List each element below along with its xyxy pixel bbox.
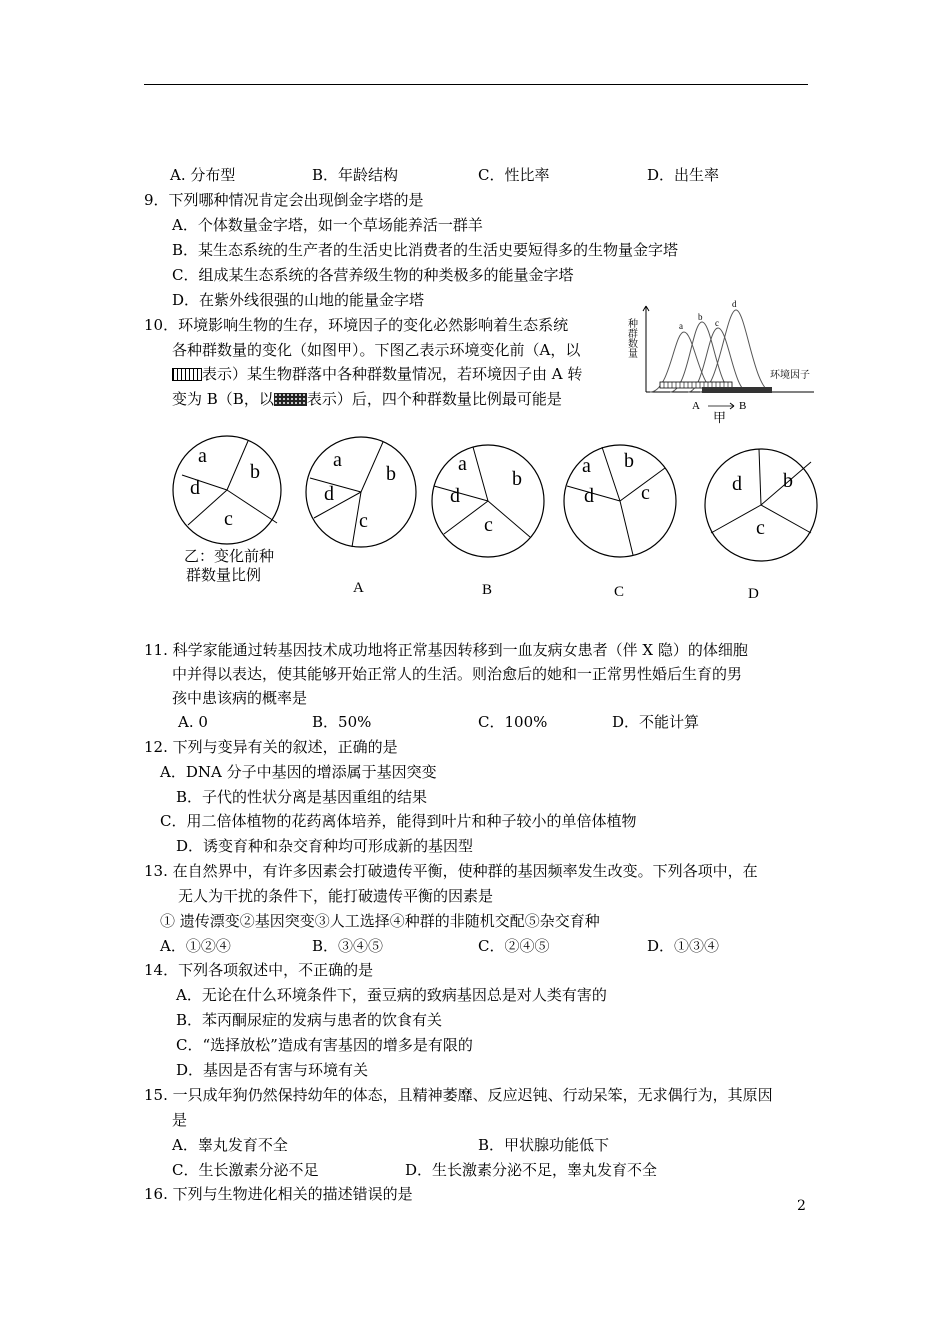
pie-C-label-c: c bbox=[641, 482, 650, 504]
page-number: 2 bbox=[797, 1198, 806, 1214]
q12-option-a: A．DNA 分子中基因的增添属于基因突变 bbox=[160, 763, 437, 781]
q11-option-d: D．不能计算 bbox=[612, 713, 700, 731]
q13-line3: ① 遗传漂变②基因突变③人工选择④种群的非随机交配⑤杂交育种 bbox=[160, 912, 600, 930]
pie-A bbox=[306, 437, 416, 547]
curve-label-b: b bbox=[698, 312, 703, 322]
pie-row bbox=[160, 430, 840, 605]
pie-D-label-c: c bbox=[756, 517, 765, 539]
q12-option-b: B．子代的性状分离是基因重组的结果 bbox=[176, 788, 428, 806]
pie-yi-label-b: b bbox=[250, 461, 260, 483]
q14-stem: 14．下列各项叙述中，不正确的是 bbox=[144, 961, 374, 979]
q13-option-c: C．②④⑤ bbox=[478, 937, 550, 955]
q13-option-b: B．③④⑤ bbox=[312, 937, 384, 955]
q16-stem: 16. 下列与生物进化相关的描述错误的是 bbox=[144, 1185, 413, 1203]
q15-option-d: D．生长激素分泌不足，睾丸发育不全 bbox=[405, 1161, 658, 1179]
q14-option-d: D．基因是否有害与环境有关 bbox=[176, 1061, 369, 1079]
pie-B bbox=[432, 445, 544, 557]
q8-option-b: B．年龄结构 bbox=[312, 166, 399, 184]
q12-stem: 12. 下列与变异有关的叙述，正确的是 bbox=[144, 738, 398, 756]
q10-line1: 10．环境影响生物的生存，环境因子的变化必然影响着生态系统 bbox=[144, 316, 569, 334]
pie-yi-caption1: 乙：变化前种 bbox=[184, 549, 275, 565]
q15-option-a: A．睾丸发育不全 bbox=[172, 1136, 288, 1154]
marker-b: B bbox=[739, 400, 747, 412]
pie-yi bbox=[173, 436, 281, 544]
header-rule bbox=[144, 84, 808, 85]
pie-C-label-d: d bbox=[584, 485, 594, 507]
q15-line1: 15. 一只成年狗仍然保持幼年的体态，且精神萎靡、反应迟钝、行动呆笨，无求偶行为，其原因 bbox=[144, 1086, 773, 1104]
pie-B-label-d: d bbox=[450, 485, 460, 507]
pie-D-caption: D bbox=[748, 586, 759, 602]
figure-jia-caption: 甲 bbox=[713, 410, 727, 425]
q13-line1: 13. 在自然界中，有许多因素会打破遗传平衡，使种群的基因频率发生改变。下列各项中，在 bbox=[144, 862, 758, 880]
pie-A-label-c: c bbox=[359, 510, 368, 532]
ylabel-text: 种群数量 bbox=[625, 318, 637, 358]
pie-C-label-b: b bbox=[624, 450, 634, 472]
dotted-bar-icon bbox=[274, 393, 307, 406]
q11-line2: 中并得以表达，使其能够开始正常人的生活。则治愈后的她和一正常男性婚后生育的男 bbox=[172, 665, 743, 683]
q12-option-c: C．用二倍体植物的花药离体培养，能得到叶片和种子较小的单倍体植物 bbox=[160, 812, 637, 830]
marker-a: A bbox=[692, 400, 700, 412]
pie-A-label-b: b bbox=[386, 463, 396, 485]
q10-line2: 各种群数量的变化（如图甲）。下图乙表示环境变化前（A，以 bbox=[172, 341, 581, 359]
q9-option-d: D．在紫外线很强的山地的能量金字塔 bbox=[172, 291, 425, 309]
q11-option-a: A. 0 bbox=[178, 713, 208, 731]
pie-B-label-c: c bbox=[484, 514, 493, 536]
figure-jia-ylabel bbox=[626, 317, 638, 358]
curve-b bbox=[670, 322, 734, 392]
pie-C-caption: C bbox=[614, 584, 625, 600]
range-b-bar bbox=[702, 387, 772, 393]
q10-line4 bbox=[172, 389, 562, 409]
pie-A-caption: A bbox=[353, 580, 364, 596]
q13-option-d: D．①③④ bbox=[647, 937, 720, 955]
q14-option-b: B．苯丙酮尿症的发病与患者的饮食有关 bbox=[176, 1011, 443, 1029]
pie-C bbox=[564, 445, 676, 557]
q12-option-d: D．诱变育种和杂交育种均可形成新的基因型 bbox=[176, 837, 474, 855]
curve-label-c: c bbox=[715, 318, 719, 328]
pie-yi-label-c: c bbox=[224, 508, 233, 530]
q11-line1: 11. 科学家能通过转基因技术成功地将正常基因转移到一血友病女患者（伴 X 隐）的体细胞 bbox=[144, 641, 748, 659]
pie-yi-label-a: a bbox=[198, 445, 207, 467]
pie-A-label-d: d bbox=[324, 483, 334, 505]
q15-line2: 是 bbox=[172, 1111, 188, 1129]
q14-option-a: A．无论在什么环境条件下，蚕豆病的致病基因总是对人类有害的 bbox=[176, 986, 607, 1004]
pie-D-label-d: d bbox=[732, 473, 742, 495]
q10-line3-text: 表示）某生物群落中各种群数量情况，若环境因子由 A 转 bbox=[202, 365, 583, 383]
curve-d bbox=[700, 310, 772, 392]
q8-option-d: D．出生率 bbox=[647, 166, 720, 184]
pie-D-label-b: b bbox=[783, 470, 793, 492]
q13-line2: 无人为干扰的条件下，能打破遗传平衡的因素是 bbox=[178, 887, 494, 905]
q13-option-a: A．①②④ bbox=[160, 937, 231, 955]
q8-option-a: A. 分布型 bbox=[170, 166, 236, 184]
figure-jia bbox=[622, 298, 822, 428]
pie-yi-label-d: d bbox=[190, 477, 200, 499]
pie-B-caption: B bbox=[482, 582, 493, 598]
q11-option-b: B．50% bbox=[312, 713, 372, 731]
q10-line4-pre: 变为 B（B，以 bbox=[172, 390, 274, 408]
q8-option-c: C．性比率 bbox=[478, 166, 550, 184]
pie-B-label-b: b bbox=[512, 468, 522, 490]
striped-bar-icon bbox=[172, 368, 202, 381]
q9-option-a: A．个体数量金字塔，如一个草场能养活一群羊 bbox=[172, 216, 483, 234]
q15-option-c: C．生长激素分泌不足 bbox=[172, 1161, 319, 1179]
curve-label-a: a bbox=[679, 321, 683, 331]
q9-stem: 9．下列哪种情况肯定会出现倒金字塔的是 bbox=[144, 191, 424, 209]
pie-B-label-a: a bbox=[458, 453, 467, 475]
q14-option-c: C．“选择放松”造成有害基因的增多是有限的 bbox=[176, 1036, 473, 1054]
q11-option-c: C．100% bbox=[478, 713, 548, 731]
q15-option-b: B．甲状腺功能低下 bbox=[478, 1136, 610, 1154]
curve-label-d: d bbox=[732, 299, 737, 309]
pie-D bbox=[705, 449, 817, 561]
q11-line3: 孩中患该病的概率是 bbox=[172, 689, 308, 707]
pie-A-label-a: a bbox=[333, 449, 342, 471]
q9-option-b: B．某生态系统的生产者的生活史比消费者的生活史要短得多的生物量金字塔 bbox=[172, 241, 679, 259]
figure-jia-xlabel: 环境因子 bbox=[770, 370, 810, 381]
q10-line4-post: 表示）后，四个种群数量比例最可能是 bbox=[306, 390, 562, 408]
q10-line3 bbox=[172, 364, 582, 384]
pie-C-label-a: a bbox=[582, 455, 591, 477]
pie-yi-caption2: 群数量比例 bbox=[186, 568, 262, 584]
q9-option-c: C．组成某生态系统的各营养级生物的种类极多的能量金字塔 bbox=[172, 266, 574, 284]
